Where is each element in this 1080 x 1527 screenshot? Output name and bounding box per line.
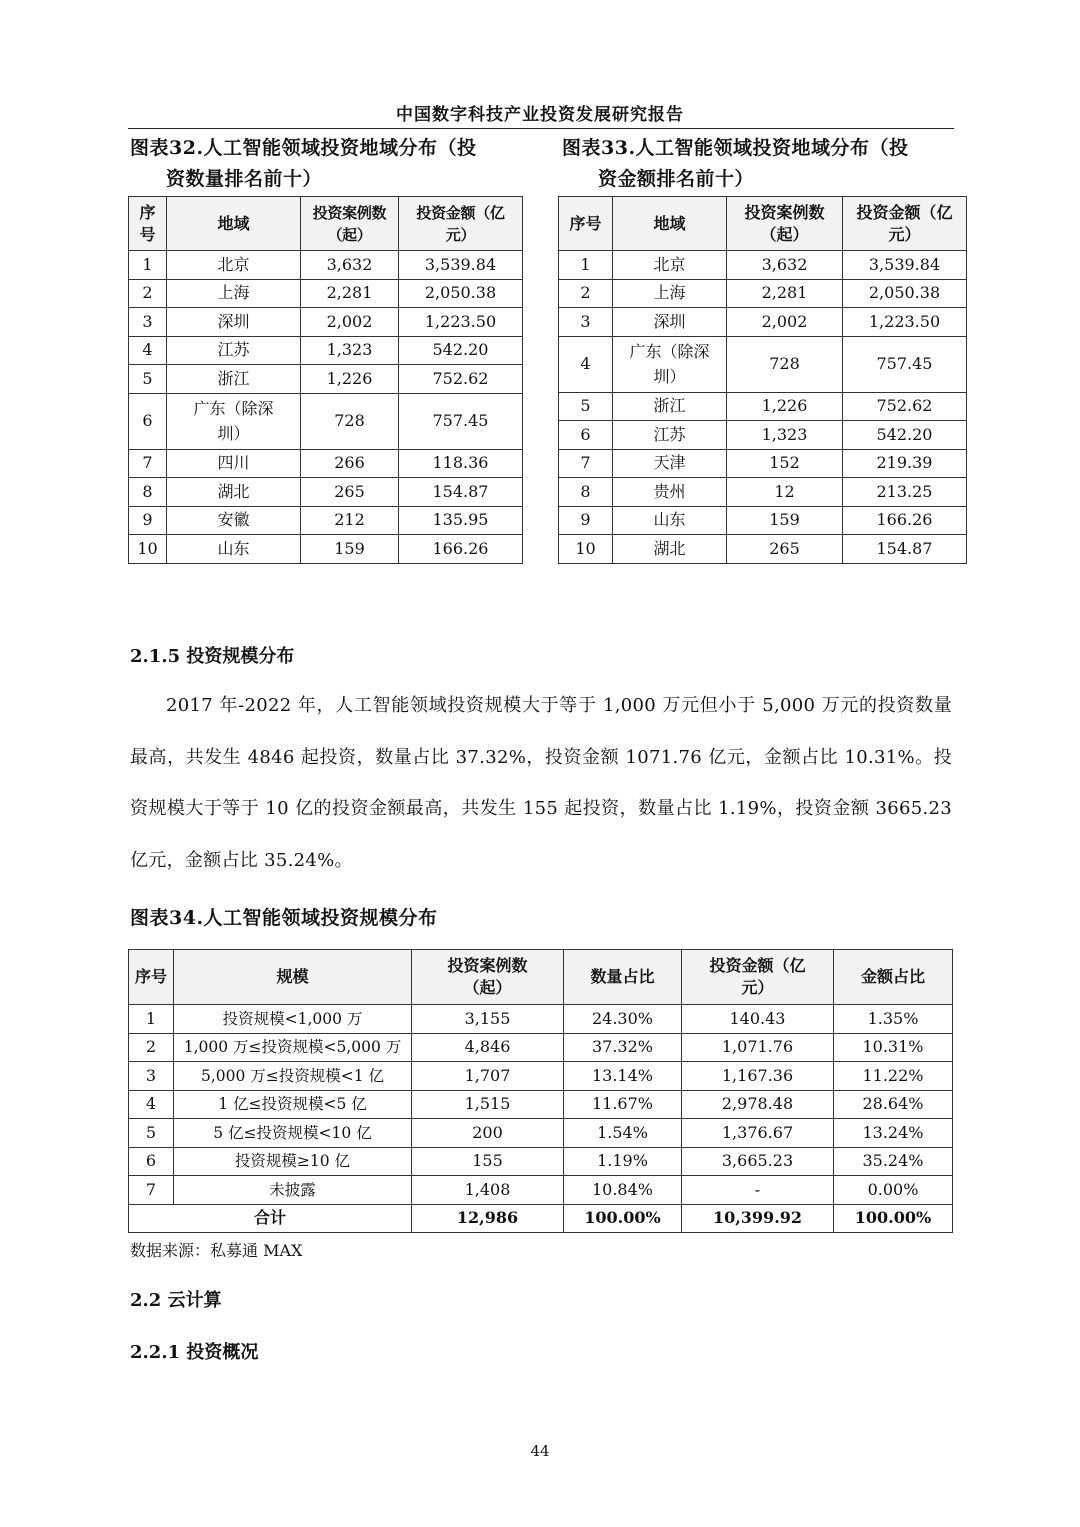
row-amount: 3,539.84 bbox=[843, 251, 967, 280]
table-row bbox=[559, 308, 967, 337]
row-count-share: 1.19% bbox=[564, 1147, 682, 1176]
row-region: 深圳 bbox=[167, 308, 301, 337]
row-count: 1,226 bbox=[727, 392, 843, 421]
row-amount-share: 11.22% bbox=[834, 1062, 953, 1091]
row-count: 266 bbox=[301, 449, 399, 478]
row-amount: 135.95 bbox=[399, 506, 523, 535]
row-region: 湖北 bbox=[613, 535, 727, 564]
row-amount: 213.25 bbox=[843, 478, 967, 507]
row-count: 728 bbox=[727, 336, 843, 392]
header-amount-share: 金额占比 bbox=[834, 950, 953, 1005]
row-amount: 542.20 bbox=[843, 421, 967, 450]
table-row bbox=[129, 449, 523, 478]
row-region: 天津 bbox=[613, 449, 727, 478]
row-count: 200 bbox=[412, 1119, 564, 1148]
row-region: 安徽 bbox=[167, 506, 301, 535]
row-scale: 1,000 万≤投资规模<5,000 万 bbox=[174, 1033, 412, 1062]
row-amount: 757.45 bbox=[399, 393, 523, 449]
row-count-share: 37.32% bbox=[564, 1033, 682, 1062]
table33-caption-line1: 图表33.人工智能领域投资地域分布（投 bbox=[562, 137, 909, 159]
table-row bbox=[129, 478, 523, 507]
table32-caption bbox=[130, 133, 530, 195]
row-no: 1 bbox=[129, 1005, 174, 1034]
row-amount: 3,665.23 bbox=[682, 1147, 834, 1176]
row-no: 3 bbox=[559, 308, 613, 337]
table-row bbox=[129, 535, 523, 564]
row-count-share: 11.67% bbox=[564, 1090, 682, 1119]
row-region: 浙江 bbox=[167, 365, 301, 394]
table34 bbox=[128, 949, 953, 1233]
row-no: 10 bbox=[559, 535, 613, 564]
total-amount-share: 100.00% bbox=[834, 1204, 953, 1233]
row-no: 3 bbox=[129, 308, 167, 337]
row-count-share: 13.14% bbox=[564, 1062, 682, 1091]
row-amount: 1,376.67 bbox=[682, 1119, 834, 1148]
row-region: 深圳 bbox=[613, 308, 727, 337]
row-region: 广东（除深圳） bbox=[167, 393, 301, 449]
row-count: 2,002 bbox=[301, 308, 399, 337]
table-row bbox=[129, 506, 523, 535]
row-count: 1,707 bbox=[412, 1062, 564, 1091]
row-amount: 752.62 bbox=[843, 392, 967, 421]
row-count: 728 bbox=[301, 393, 399, 449]
row-region: 湖北 bbox=[167, 478, 301, 507]
row-no: 9 bbox=[559, 506, 613, 535]
header-count-share: 数量占比 bbox=[564, 950, 682, 1005]
row-no: 5 bbox=[559, 392, 613, 421]
row-amount: 219.39 bbox=[843, 449, 967, 478]
row-scale: 5,000 万≤投资规模<1 亿 bbox=[174, 1062, 412, 1091]
header-count: 投资案例数 （起） bbox=[727, 197, 843, 251]
header-no: 序号 bbox=[129, 197, 167, 251]
table-row bbox=[129, 393, 523, 449]
row-count: 2,281 bbox=[301, 279, 399, 308]
row-amount: 154.87 bbox=[399, 478, 523, 507]
row-count: 152 bbox=[727, 449, 843, 478]
header-region: 地域 bbox=[167, 197, 301, 251]
table-row bbox=[129, 1090, 953, 1119]
table-row bbox=[129, 1062, 953, 1091]
table-header-row bbox=[129, 950, 953, 1005]
row-amount: 1,223.50 bbox=[843, 308, 967, 337]
table-row bbox=[129, 1033, 953, 1062]
row-no: 7 bbox=[559, 449, 613, 478]
table-row bbox=[559, 392, 967, 421]
row-scale: 未披露 bbox=[174, 1176, 412, 1205]
table32-caption-line2: 资数量排名前十） bbox=[166, 168, 323, 190]
row-no: 4 bbox=[559, 336, 613, 392]
row-amount-share: 1.35% bbox=[834, 1005, 953, 1034]
table34-caption: 图表34.人工智能领域投资规模分布 bbox=[130, 907, 438, 929]
row-amount: 118.36 bbox=[399, 449, 523, 478]
table-row bbox=[129, 1005, 953, 1034]
row-count: 1,323 bbox=[727, 421, 843, 450]
row-no: 1 bbox=[559, 251, 613, 280]
header-amount: 投资金额（亿 元） bbox=[682, 950, 834, 1005]
row-count: 159 bbox=[301, 535, 399, 564]
row-no: 6 bbox=[559, 421, 613, 450]
row-amount-share: 28.64% bbox=[834, 1090, 953, 1119]
row-no: 4 bbox=[129, 1090, 174, 1119]
row-region: 上海 bbox=[167, 279, 301, 308]
row-no: 6 bbox=[129, 1147, 174, 1176]
row-amount: 2,050.38 bbox=[843, 279, 967, 308]
row-amount-share: 10.31% bbox=[834, 1033, 953, 1062]
table-row bbox=[559, 506, 967, 535]
table-row bbox=[559, 421, 967, 450]
total-count: 12,986 bbox=[412, 1204, 564, 1233]
table-row bbox=[559, 478, 967, 507]
row-region: 江苏 bbox=[613, 421, 727, 450]
row-no: 10 bbox=[129, 535, 167, 564]
table-row bbox=[129, 1176, 953, 1205]
row-amount: 1,071.76 bbox=[682, 1033, 834, 1062]
table-row bbox=[129, 1147, 953, 1176]
row-count: 4,846 bbox=[412, 1033, 564, 1062]
row-no: 9 bbox=[129, 506, 167, 535]
table-row bbox=[129, 365, 523, 394]
header-amount: 投资金额（亿 元） bbox=[399, 197, 523, 251]
table-row bbox=[129, 336, 523, 365]
table-header-row bbox=[559, 197, 967, 251]
table-row bbox=[129, 251, 523, 280]
total-amount: 10,399.92 bbox=[682, 1204, 834, 1233]
header-no: 序号 bbox=[129, 950, 174, 1005]
row-region: 广东（除深圳） bbox=[613, 336, 727, 392]
row-region: 山东 bbox=[167, 535, 301, 564]
table32-caption-line1: 图表32.人工智能领域投资地域分布（投 bbox=[130, 137, 477, 159]
row-amount-share: 35.24% bbox=[834, 1147, 953, 1176]
row-count: 3,632 bbox=[301, 251, 399, 280]
row-amount: 757.45 bbox=[843, 336, 967, 392]
row-region: 上海 bbox=[613, 279, 727, 308]
header-scale: 规模 bbox=[174, 950, 412, 1005]
row-amount: 2,050.38 bbox=[399, 279, 523, 308]
row-count: 1,408 bbox=[412, 1176, 564, 1205]
table-header-row bbox=[129, 197, 523, 251]
table33 bbox=[558, 196, 967, 564]
row-scale: 1 亿≤投资规模<5 亿 bbox=[174, 1090, 412, 1119]
row-count: 159 bbox=[727, 506, 843, 535]
row-scale: 投资规模<1,000 万 bbox=[174, 1005, 412, 1034]
section-2-1-5-heading: 2.1.5 投资规模分布 bbox=[130, 646, 295, 667]
data-source-note: 数据来源：私募通 MAX bbox=[130, 1241, 303, 1260]
row-count: 2,002 bbox=[727, 308, 843, 337]
row-count: 12 bbox=[727, 478, 843, 507]
row-amount: 752.62 bbox=[399, 365, 523, 394]
row-count: 3,155 bbox=[412, 1005, 564, 1034]
table-row bbox=[129, 279, 523, 308]
table-row bbox=[129, 308, 523, 337]
table-row bbox=[559, 449, 967, 478]
row-count: 2,281 bbox=[727, 279, 843, 308]
row-amount: 1,223.50 bbox=[399, 308, 523, 337]
row-no: 3 bbox=[129, 1062, 174, 1091]
row-no: 2 bbox=[129, 279, 167, 308]
row-no: 8 bbox=[129, 478, 167, 507]
header-count: 投资案例数 （起） bbox=[412, 950, 564, 1005]
table-row bbox=[559, 279, 967, 308]
header-amount: 投资金额（亿 元） bbox=[843, 197, 967, 251]
total-label: 合计 bbox=[129, 1204, 412, 1233]
row-scale: 投资规模≥10 亿 bbox=[174, 1147, 412, 1176]
row-no: 7 bbox=[129, 1176, 174, 1205]
section-2-2-1-heading: 2.2.1 投资概况 bbox=[130, 1342, 259, 1363]
row-amount: 2,978.48 bbox=[682, 1090, 834, 1119]
header-divider bbox=[128, 128, 954, 129]
row-count: 1,323 bbox=[301, 336, 399, 365]
section-2-1-5-paragraph: 2017 年-2022 年，人工智能领域投资规模大于等于 1,000 万元但小于 5,000 万元的投资数量最高，共发生 4846 起投资，数量占比 37.32%，投资金额 1071.76 亿元，金额占比 10.31%。投资规模大于等于 10 亿的投资金额最高，共发生 155 起投资，数量占比 1.19%，投资金额 3665.23 亿元，金额占比 35.24%。 bbox=[130, 695, 952, 871]
row-amount: 140.43 bbox=[682, 1005, 834, 1034]
row-amount: - bbox=[682, 1176, 834, 1205]
row-no: 8 bbox=[559, 478, 613, 507]
row-region: 贵州 bbox=[613, 478, 727, 507]
page-header-title: 中国数字科技产业投资发展研究报告 bbox=[396, 105, 684, 125]
table-row bbox=[559, 251, 967, 280]
table-row bbox=[559, 535, 967, 564]
row-no: 5 bbox=[129, 1119, 174, 1148]
total-count-share: 100.00% bbox=[564, 1204, 682, 1233]
row-count-share: 10.84% bbox=[564, 1176, 682, 1205]
header-count: 投资案例数 （起） bbox=[301, 197, 399, 251]
row-amount: 154.87 bbox=[843, 535, 967, 564]
header-no: 序号 bbox=[559, 197, 613, 251]
row-no: 4 bbox=[129, 336, 167, 365]
row-no: 6 bbox=[129, 393, 167, 449]
row-no: 7 bbox=[129, 449, 167, 478]
row-region: 北京 bbox=[167, 251, 301, 280]
table33-caption-line2: 资金额排名前十） bbox=[598, 168, 755, 190]
table-total-row bbox=[129, 1204, 953, 1233]
row-amount-share: 0.00% bbox=[834, 1176, 953, 1205]
row-amount: 542.20 bbox=[399, 336, 523, 365]
row-no: 5 bbox=[129, 365, 167, 394]
row-no: 1 bbox=[129, 251, 167, 280]
row-amount: 3,539.84 bbox=[399, 251, 523, 280]
table32 bbox=[128, 196, 523, 564]
table-row bbox=[129, 1119, 953, 1148]
row-count-share: 1.54% bbox=[564, 1119, 682, 1148]
row-region: 四川 bbox=[167, 449, 301, 478]
row-no: 2 bbox=[559, 279, 613, 308]
row-count: 265 bbox=[301, 478, 399, 507]
row-region: 浙江 bbox=[613, 392, 727, 421]
row-amount: 166.26 bbox=[843, 506, 967, 535]
row-count: 265 bbox=[727, 535, 843, 564]
row-count: 3,632 bbox=[727, 251, 843, 280]
section-2-2-heading: 2.2 云计算 bbox=[130, 1290, 222, 1311]
page-number: 44 bbox=[530, 1442, 550, 1460]
row-amount: 1,167.36 bbox=[682, 1062, 834, 1091]
row-amount: 166.26 bbox=[399, 535, 523, 564]
row-region: 山东 bbox=[613, 506, 727, 535]
row-scale: 5 亿≤投资规模<10 亿 bbox=[174, 1119, 412, 1148]
header-region: 地域 bbox=[613, 197, 727, 251]
row-count: 212 bbox=[301, 506, 399, 535]
row-no: 2 bbox=[129, 1033, 174, 1062]
table33-caption bbox=[562, 133, 962, 195]
row-region: 江苏 bbox=[167, 336, 301, 365]
row-amount-share: 13.24% bbox=[834, 1119, 953, 1148]
table-row bbox=[559, 336, 967, 392]
row-count: 1,515 bbox=[412, 1090, 564, 1119]
row-count: 1,226 bbox=[301, 365, 399, 394]
row-region: 北京 bbox=[613, 251, 727, 280]
row-count-share: 24.30% bbox=[564, 1005, 682, 1034]
row-count: 155 bbox=[412, 1147, 564, 1176]
